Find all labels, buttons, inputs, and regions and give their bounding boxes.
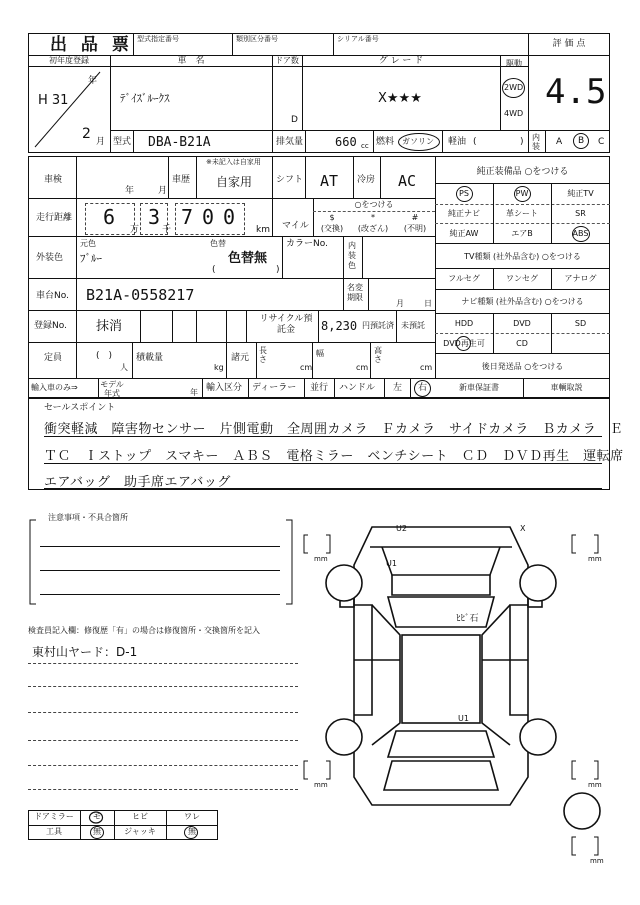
tbl-crack: ヒビ bbox=[132, 812, 148, 821]
reg-month: 2 bbox=[82, 126, 91, 142]
name-change-label: 名変期限 bbox=[347, 283, 363, 302]
shaken-year: 年 bbox=[125, 186, 135, 196]
handle-right: 右 bbox=[418, 383, 428, 393]
fuel-paren-close: ) bbox=[520, 137, 524, 147]
mileage-man: 万 bbox=[130, 225, 140, 235]
model-value: DBA-B21A bbox=[148, 135, 211, 150]
history-label: 車歴 bbox=[172, 175, 191, 185]
mm-rl: mm bbox=[314, 781, 328, 789]
tv-full: フルセグ bbox=[448, 274, 480, 283]
mileage-digit-3: 7 bbox=[181, 205, 194, 229]
handle-left: 左 bbox=[393, 383, 403, 393]
reg-year-suffix: 年 bbox=[88, 76, 98, 86]
equip-navi: 純正ナビ bbox=[448, 209, 480, 218]
navi-title: ナビ種類 (社外品含む) ○をつける bbox=[461, 297, 584, 306]
recycle-unpaid: 未預託 bbox=[401, 321, 425, 330]
interior-a: A bbox=[556, 137, 563, 147]
capacity-unit: 人 bbox=[120, 363, 128, 372]
navi-cd: CD bbox=[516, 339, 528, 348]
recycle-value: 8,230 bbox=[321, 319, 358, 333]
mark-stone: ﾋﾋﾞ石 bbox=[456, 614, 479, 624]
mm-fl: mm bbox=[314, 555, 328, 563]
name-change-day: 日 bbox=[424, 299, 432, 308]
door-label: ドア数 bbox=[275, 56, 299, 65]
mileage-mile: マイル bbox=[282, 221, 309, 231]
repaint-paren-close: ) bbox=[276, 265, 280, 275]
dims-label: 諸元 bbox=[231, 353, 250, 363]
equip-leather: 革シート bbox=[506, 209, 538, 218]
drive-label: 駆動 bbox=[506, 59, 522, 68]
model-year-label: モデル年式 bbox=[100, 380, 124, 398]
category-label: 類別区分番号 bbox=[236, 35, 278, 43]
recycle-unit: 円預託済 bbox=[362, 321, 394, 330]
mileage-sen: 千 bbox=[162, 225, 172, 235]
sales-line-1: 衝突軽減 障害物センサー 片側電動 全周囲カメラ Ｆカメラ サイドカメラ Ｂカメラ Ｅ bbox=[44, 422, 624, 437]
displacement-label: 排気量 bbox=[276, 137, 304, 147]
equip-tv: 純正TV bbox=[567, 189, 594, 198]
mileage-circle-note: ○をつける bbox=[354, 200, 394, 209]
interior-label: 内装 bbox=[532, 133, 540, 151]
reg-month-suffix: 月 bbox=[96, 137, 106, 147]
navi-dvd: DVD bbox=[513, 319, 531, 328]
recycle-label: リサイクル預託金 bbox=[259, 314, 313, 335]
equip-pw: PW bbox=[515, 189, 529, 198]
shift-label: シフト bbox=[276, 175, 304, 185]
width-label: 幅 bbox=[316, 349, 324, 358]
tbl-mirror-val: モ bbox=[93, 812, 101, 821]
repaint-value: 色替無 bbox=[228, 251, 268, 266]
ext-color-label: 外装色 bbox=[36, 253, 64, 263]
mark-u2: U2 bbox=[396, 524, 407, 533]
tbl-tool-val: 無 bbox=[93, 827, 101, 836]
equip-title: 純正装備品 ○をつける bbox=[476, 167, 569, 177]
load-kg: kg bbox=[214, 363, 224, 372]
drive-2wd: 2WD bbox=[504, 83, 524, 92]
orig-color-label: 元色 bbox=[80, 239, 96, 248]
interior-c: C bbox=[598, 137, 605, 147]
int-color-label: 内装色 bbox=[348, 241, 356, 270]
tv-one: ワンセグ bbox=[506, 274, 538, 283]
history-note: ※未記入は自家用 bbox=[206, 158, 261, 166]
tbl-break: ワレ bbox=[184, 812, 200, 821]
tbl-jack-val: 無 bbox=[188, 827, 196, 836]
notes-title: 注意事項・不具合箇所 bbox=[48, 513, 128, 522]
repaint-label: 色替 bbox=[210, 239, 226, 248]
form-title: 出 品 票 bbox=[50, 35, 133, 55]
grade-value: X★★★ bbox=[378, 91, 422, 106]
mileage-tampered: (改ざん) bbox=[357, 224, 389, 233]
mm-spare: mm bbox=[590, 857, 604, 865]
displacement-value: 660 bbox=[335, 135, 357, 149]
tbl-mirror-strike bbox=[88, 811, 104, 824]
capacity-label: 定員 bbox=[44, 353, 63, 363]
mileage-unknown: (不明) bbox=[403, 224, 427, 233]
tbl-tool: 工具 bbox=[46, 827, 62, 836]
equip-aw: 純正AW bbox=[449, 229, 479, 238]
drive-4wd: 4WD bbox=[504, 109, 524, 118]
length-cm: cm bbox=[300, 363, 313, 372]
mileage-km: km bbox=[256, 225, 270, 235]
door-type: D bbox=[291, 115, 298, 125]
sales-label: セールスポイント bbox=[44, 403, 116, 413]
chassis-value: B21A-0558217 bbox=[86, 286, 195, 304]
fuel-diesel: 軽油 bbox=[448, 137, 467, 147]
name-change-month: 月 bbox=[396, 299, 404, 308]
handle-label: ハンドル bbox=[339, 383, 376, 393]
equip-airb: エアB bbox=[511, 229, 533, 238]
shaken-month: 月 bbox=[158, 186, 168, 196]
width-cm: cm bbox=[356, 363, 369, 372]
car-diagram bbox=[300, 505, 620, 875]
fuel-gas: ガソリン bbox=[402, 137, 434, 146]
later-manual: 車輌取説 bbox=[550, 383, 583, 392]
reg-no-value: 抹消 bbox=[96, 319, 123, 334]
equip-sr: SR bbox=[575, 209, 586, 218]
reg-era: H 31 bbox=[38, 93, 69, 108]
import-label: 輸入車のみ⇒ bbox=[31, 383, 78, 392]
score-label: 評 価 点 bbox=[552, 39, 586, 49]
load-label: 積載量 bbox=[136, 353, 164, 363]
later-title: 後日発送品 ○をつける bbox=[481, 362, 564, 371]
mileage-exchange: (交換) bbox=[320, 224, 344, 233]
mileage-tampered-sym: * bbox=[371, 213, 375, 222]
car-name: ﾃﾞｲｽﾞﾙｰｸｽ bbox=[120, 92, 170, 105]
interior-b: B bbox=[578, 136, 585, 146]
tv-analog: アナログ bbox=[564, 274, 597, 283]
tbl-door-mirror: ドアミラー bbox=[34, 812, 74, 821]
sales-line-3: エアバッグ 助手席エアバッグ bbox=[44, 475, 231, 490]
sales-line-2: ＴＣ Ｉストップ スマキー ＡＢＳ 電格ミラー ベンチシート ＣＤ ＤＶＤ再生 運転席 bbox=[44, 449, 624, 464]
equip-abs: ABS bbox=[572, 229, 589, 238]
chassis-label: 車台No. bbox=[36, 291, 69, 301]
first-reg-label: 初年度登録 bbox=[49, 56, 89, 65]
mileage-digit-4: 0 bbox=[202, 205, 215, 229]
height-label: 高さ bbox=[374, 346, 382, 364]
mileage-unknown-sym: # bbox=[411, 213, 419, 222]
model-cert-label: 型式指定番号 bbox=[137, 35, 179, 43]
import-parallel: 並行 bbox=[310, 383, 329, 393]
tv-title: TV種類 (社外品含む) ○をつける bbox=[464, 252, 581, 261]
fuel-paren-open: ( bbox=[473, 137, 477, 147]
equip-ps: PS bbox=[459, 189, 469, 198]
inspector-line: 東村山ヤード：D-1 bbox=[32, 645, 138, 659]
ac-label: 冷房 bbox=[357, 175, 376, 185]
mark-u1-front: U1 bbox=[386, 559, 397, 568]
model-label: 型式 bbox=[113, 137, 132, 147]
mark-u1-roof: U1 bbox=[458, 714, 469, 723]
navi-dvd-play: DVD再生可 bbox=[443, 339, 485, 348]
orig-color: ﾌﾞﾙｰ bbox=[80, 252, 102, 265]
import-class-label: 輸入区分 bbox=[206, 383, 243, 393]
history-value: 自家用 bbox=[216, 175, 253, 189]
ac-value: AC bbox=[398, 172, 417, 190]
capacity-value: ( ) bbox=[96, 351, 113, 361]
score-value: 4.5 bbox=[545, 72, 607, 112]
serial-label: シリアル番号 bbox=[337, 35, 379, 43]
mileage-exchange-sym: $ bbox=[329, 213, 335, 222]
car-name-label: 車 名 bbox=[177, 56, 205, 66]
inspector-title: 検査員記入欄：修復歴「有」の場合は修復箇所・交換箇所を記入 bbox=[28, 626, 260, 635]
height-cm: cm bbox=[420, 363, 433, 372]
shaken-label: 車検 bbox=[44, 175, 63, 185]
repaint-paren-open: ( bbox=[212, 265, 216, 275]
import-dealer: ディーラー bbox=[252, 383, 297, 393]
mileage-label: 走行距離 bbox=[36, 213, 73, 223]
import-year: 年 bbox=[190, 388, 198, 397]
displacement-cc: cc bbox=[361, 142, 369, 150]
later-warranty: 新車保証書 bbox=[459, 383, 499, 392]
fuel-label: 燃料 bbox=[376, 137, 395, 147]
mm-fr: mm bbox=[588, 555, 602, 563]
mileage-digit-2: 3 bbox=[148, 205, 161, 229]
mm-rr: mm bbox=[588, 781, 602, 789]
color-no-label: カラーNo. bbox=[286, 239, 328, 249]
mark-x: X bbox=[520, 524, 526, 533]
grade-label: グ レ ー ド bbox=[378, 56, 424, 66]
reg-no-label: 登録No. bbox=[34, 321, 67, 331]
mileage-digit-5: 0 bbox=[223, 205, 236, 229]
tbl-jack: ジャッキ bbox=[124, 827, 156, 836]
navi-hdd: HDD bbox=[454, 319, 474, 328]
mileage-digit-1: 6 bbox=[103, 205, 116, 229]
shift-value: AT bbox=[320, 172, 339, 190]
length-label: 長さ bbox=[259, 346, 267, 364]
navi-sd: SD bbox=[574, 319, 587, 328]
